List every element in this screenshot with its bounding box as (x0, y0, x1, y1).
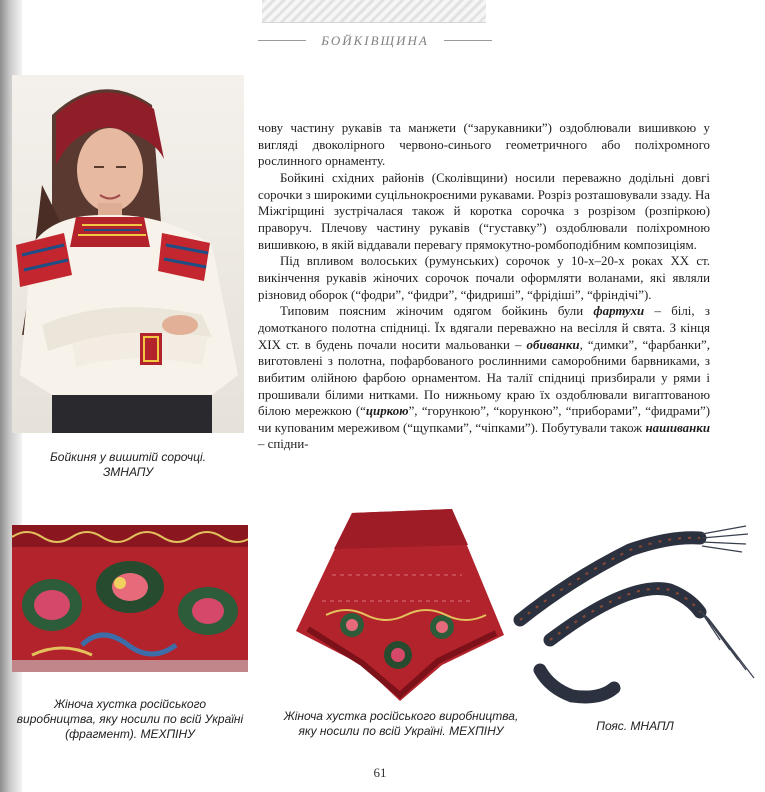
text-run: чову частину рукавів та манжети (“зарукавники”) оздоблювали вишивкою у вигляді двоколірного червоно-синього геометричного або поліхромного рослинного орнаменту. (258, 121, 710, 169)
woman-caption-line-2: ЗМНАПУ (102, 465, 154, 479)
term-highlight: фартухи (593, 304, 645, 319)
header-rule-left (258, 40, 306, 41)
scarf-fragment-photo (12, 525, 248, 672)
scarf-full-caption (275, 709, 527, 739)
scarf-full-caption-line-1: Жіноча хустка російського виробництва, (283, 709, 519, 723)
scarf-full-photo (292, 505, 508, 705)
term-highlight: нашиванки (645, 420, 710, 435)
term-highlight: обиванки (526, 337, 580, 352)
scarf-full-caption-line-2: яку носили по всій Україні. МЕХПІНУ (298, 724, 504, 738)
text-run: – спідни- (258, 437, 309, 452)
belt-caption (580, 719, 690, 734)
top-ornament-strip (262, 0, 486, 23)
section-header: БОЙКІВЩИНА (321, 33, 429, 48)
belt-photo (510, 520, 760, 705)
term-highlight: циркою (365, 404, 409, 419)
header-rule-right (444, 40, 492, 41)
scarf-fragment-caption-line-2: виробництва, яку носили по всій Україні (16, 712, 244, 726)
body-text (258, 120, 710, 453)
text-run: Типовим поясним жіночим одягом бойкинь були (280, 304, 594, 319)
scarf-fragment-caption-line-1: Жіноча хустка російського (53, 697, 207, 711)
scarf-fragment-caption-line-3: (фрагмент). МЕХПІНУ (65, 727, 195, 741)
text-run: ”, “горункою”, “корункою”, “приборами”, “фидрами”) чи купованим мереживом (“щупками”, “чіпками”). Побутували також (258, 404, 710, 435)
body-paragraph (258, 253, 710, 303)
page-number: 61 (373, 765, 387, 780)
woman-photo (12, 75, 244, 433)
text-run: Під впливом волоських (румунських) сорочок у 10-х–20-х роках ХХ ст. викінчення рукавів жіночих сорочок почали оформляти воланами, які являли різновид оборок (“фодри”, “фидри”, “фидриші”, “фрідіші”, “фріндічі”). (258, 254, 710, 302)
belt-caption-line-1: Пояс. МНАПЛ (596, 719, 674, 733)
body-paragraph (258, 170, 710, 253)
body-paragraph (258, 303, 710, 453)
text-run: Бойкині східних районів (Сколівщини) носили переважно додільні довгі сорочки з широкими суцільнокроєними рукавами. Розріз розташовували ззаду. На Міжгірщині зустрічалася також й коротка сорочка з розрізом (розпіркою) праворуч. Плечову частину рукавів (“густавку”) оздоблювали поліхромною вишивкою, в якій віддавали перевагу прямокутно-ромбоподібним композиціям. (258, 170, 710, 252)
text-run: – білі, з домотканого полотна спідниці. Їх вдягали переважно на весілля й свята. З кінця ХІХ ст. в будень почали носити мальованки – (258, 304, 710, 352)
body-paragraph (258, 120, 710, 170)
woman-caption-line-1: Бойкиня у вишитій сорочці. (50, 450, 206, 464)
text-run: , “димки”, “фарбанки”, виготовлені з полотна, пофарбованого рослинними саморобними барвниками, з вибитим олійною фарбою орнаментом. На талії спідниці призбирали у рями і прошивали білими нитками. По нижньому краю їх оздоблювали вигаптованою білою мережкою (“ (258, 337, 710, 419)
woman-caption (12, 450, 244, 480)
scarf-fragment-caption (12, 697, 248, 742)
